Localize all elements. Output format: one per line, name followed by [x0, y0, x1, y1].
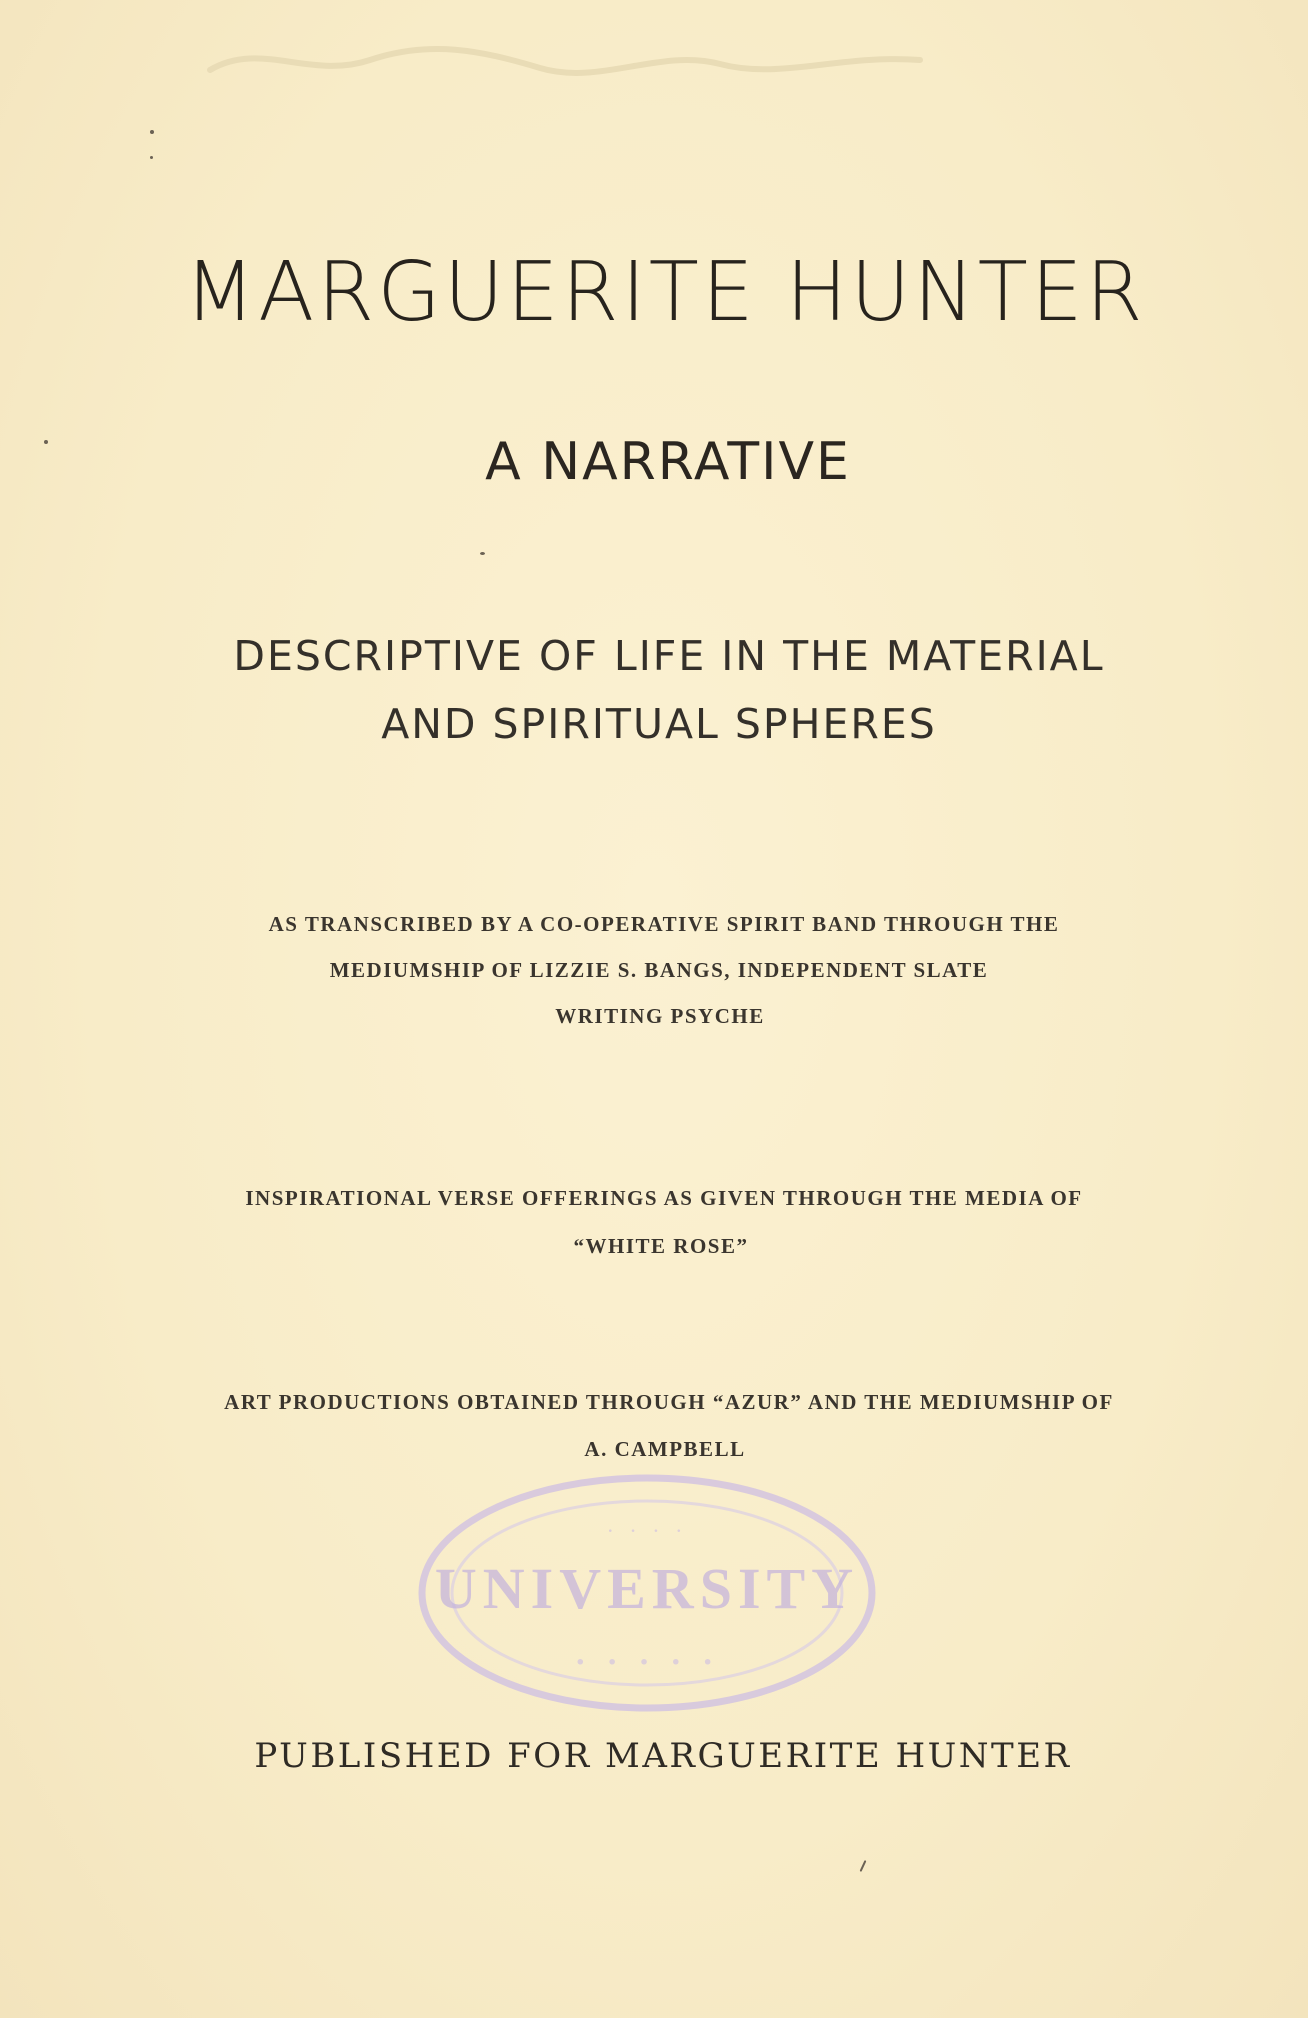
paper-speck	[150, 156, 153, 159]
transcription-line-2: MEDIUMSHIP OF LIZZIE S. BANGS, INDEPENDENT SLATE	[329, 958, 989, 982]
book-subtitle: A NARRATIVE	[485, 432, 851, 492]
paper-speck	[480, 552, 485, 555]
transcription-line-3: WRITING PSYCHE	[555, 1004, 765, 1028]
svg-text:· · · ·: · · · ·	[606, 1518, 688, 1543]
paper-speck	[150, 130, 154, 134]
art-line-1: ART PRODUCTIONS OBTAINED THROUGH “AZUR” AND THE MEDIUMSHIP OF	[224, 1390, 1114, 1414]
svg-text:· · · · ·: · · · · ·	[574, 1644, 720, 1681]
paper-speck	[860, 1860, 867, 1872]
verse-line-1: INSPIRATIONAL VERSE OFFERINGS AS GIVEN THROUGH THE MEDIA OF	[245, 1186, 1083, 1210]
faint-handwritten-signature	[200, 30, 940, 90]
description-line-1: DESCRIPTIVE OF LIFE IN THE MATERIAL	[233, 632, 1105, 680]
book-title: MARGUERITE HUNTER	[184, 245, 1146, 340]
description-line-2: AND SPIRITUAL SPHERES	[381, 700, 937, 748]
svg-text:UNIVERSITY: UNIVERSITY	[434, 1556, 860, 1621]
publisher-line: PUBLISHED FOR MARGUERITE HUNTER	[254, 1736, 1072, 1776]
transcription-line-1: AS TRANSCRIBED BY A CO-OPERATIVE SPIRIT BAND THROUGH THE	[268, 912, 1060, 936]
library-stamp	[412, 1468, 882, 1718]
art-line-2: A. CAMPBELL	[584, 1437, 746, 1461]
verse-line-2: “WHITE ROSE”	[573, 1234, 749, 1258]
